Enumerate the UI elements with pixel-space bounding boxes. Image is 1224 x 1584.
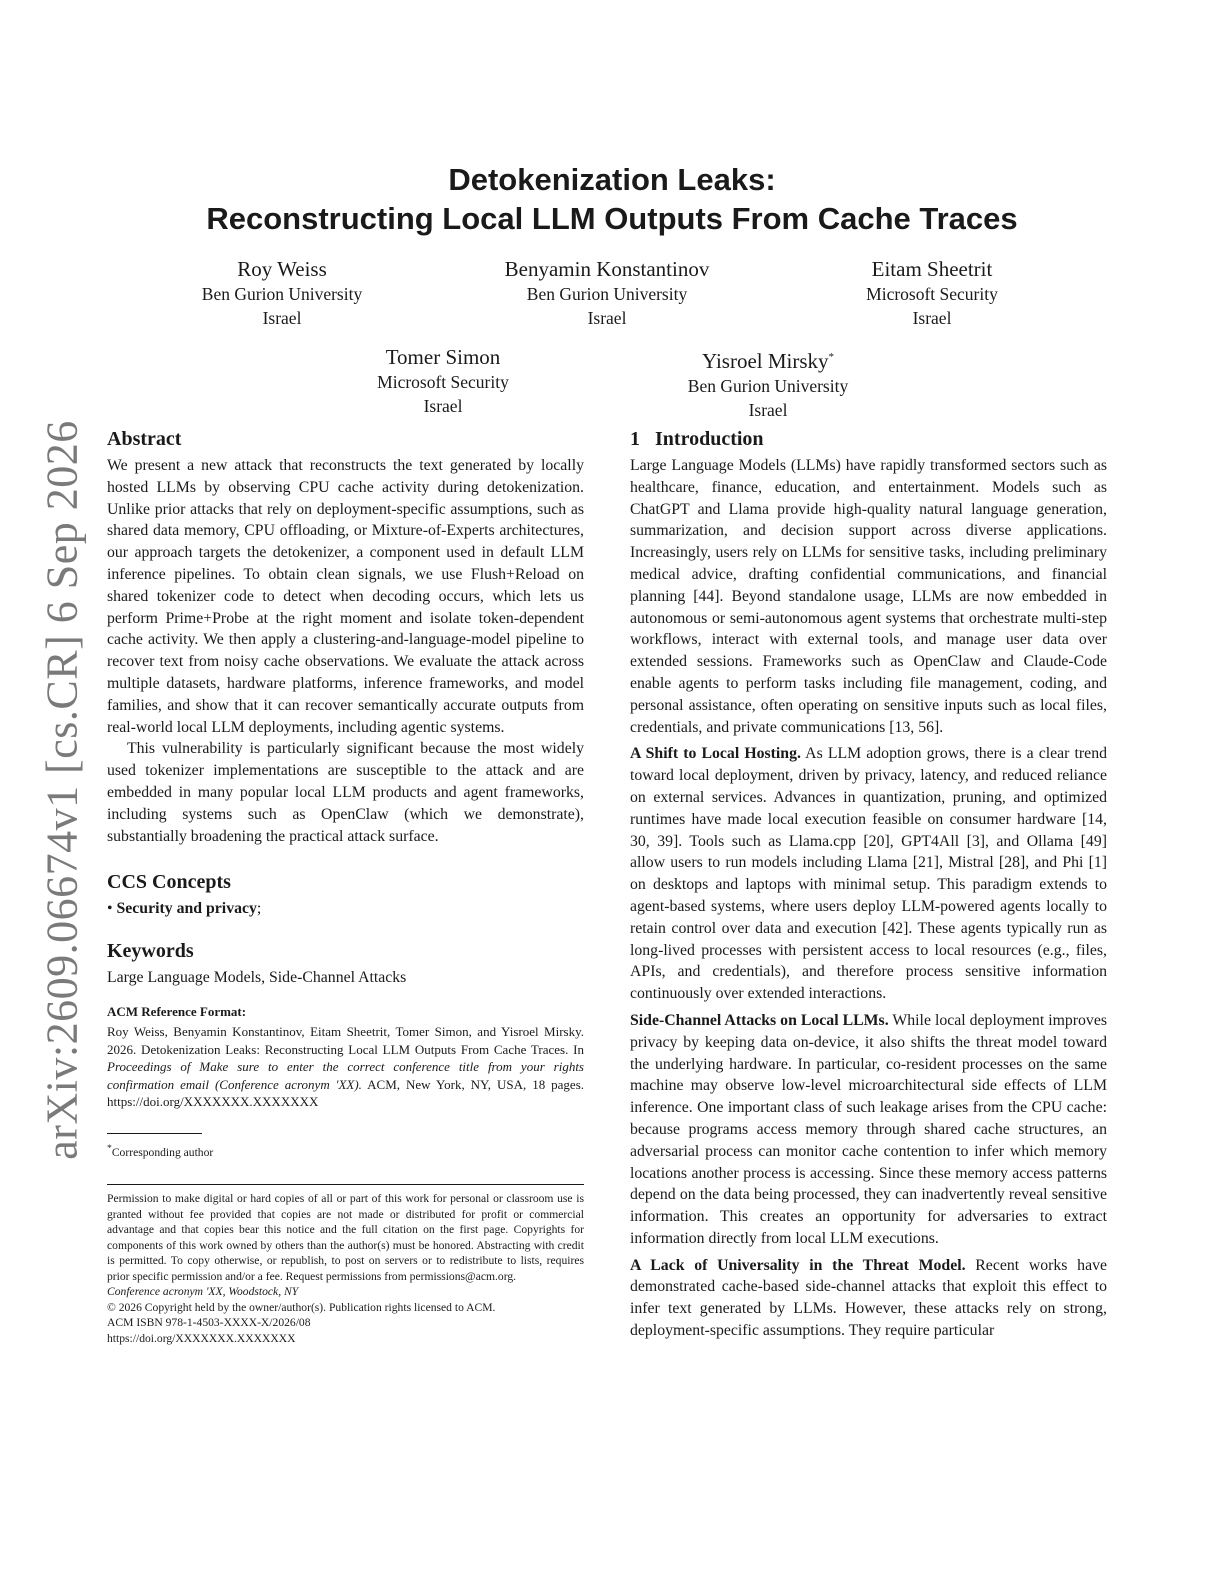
abstract-heading: Abstract — [107, 428, 182, 450]
author-name-text: Yisroel Mirsky — [701, 349, 829, 373]
author-country: Israel — [748, 400, 788, 420]
universality-heading: A Lack of Universality in the Threat Model. — [630, 1256, 966, 1274]
arxiv-identifier-text: arXiv:2609.06674v1 [cs.CR] 6 Sep 2026 — [37, 420, 87, 1160]
local-hosting-text: As LLM adoption grows, there is a clear trend toward local deployment, driven by privacy, latency, and reduced reliance on external services. Advances in quantization, pruning, and optimized runtimes have made local execution feasible on consumer hardware [14, 30, 39]. Tools such as Llama.cpp [20], GPT4All [3], and Ollama [49] allow users to run models including Llama [21], Mistral [28], and Phi [1] on desktops and laptops with minimal setup. This paradigm extends to agent-based systems, where users deploy LLM-powered agents locally to retain control over data and execution [42]. These agents typically run as long-lived processes with persistent access to local resources (e.g., files, APIs, and credentials), and therefore process sensitive information continuously over extended interactions. — [630, 745, 1107, 1003]
ccs-concepts-heading: CCS Concepts — [107, 871, 231, 894]
corresponding-author-mark: * — [828, 351, 835, 363]
corresponding-author-footnote — [107, 1141, 584, 1160]
keywords-heading: Keywords — [107, 940, 194, 963]
side-channel-text: While local deployment improves privacy by keeping data on-device, it also shifts the threat model toward the underlying hardware. In particular, co-resident processes on the same machine may observe low-level microarchitectural side effects of LLM inference. One important class of such leakage arises from the CPU cache: because programs access memory through shared cache structures, an adversarial process can monitor cache contention to infer which memory locations another process is accessing. Since these memory access patterns depend on the data being processed, they can inadvertently reveal sensitive information. This creates an opportunity for adversaries to extract information directly from local LLM executions. — [630, 1011, 1107, 1247]
isbn-line: ACM ISBN 978-1-4503-XXXX-X/2026/08 — [107, 1316, 311, 1330]
ccs-concepts-text — [107, 898, 584, 920]
permission-divider — [107, 1184, 584, 1185]
local-hosting-heading: A Shift to Local Hosting. — [630, 745, 801, 763]
acm-reference-heading: ACM Reference Format: — [107, 1003, 247, 1019]
author-affiliation: Microsoft Security — [866, 284, 998, 304]
introduction-heading: 1 Introduction — [630, 428, 764, 450]
doi-link[interactable]: https://doi.org/XXXXXXX.XXXXXXX — [107, 1331, 296, 1345]
permission-notice: Permission to make digital or hard copies of all or part of this work for personal or classroom use is granted without fee provided that copies are not made or distributed for profit or commercial advantage and that copies bear this notice and the full citation on the first page. Copyrights for components of this work owned by others than the author(s) must be honored. Abstracting with credit is permitted. To copy otherwise, or republish, to post on servers or to redistribute to lists, requires prior specific permission and/or a fee. Request permissions from permissions@acm.org. — [107, 1192, 584, 1283]
acm-reference-proceedings: Proceedings of Make sure to enter the correct conference title from your rights confirmation email (Conference acronym 'XX). — [107, 1059, 584, 1092]
author-block — [752, 256, 1112, 330]
conference-line: Conference acronym 'XX, Woodstock, NY — [107, 1285, 299, 1299]
author-country: Israel — [423, 396, 463, 416]
side-channel-paragraph — [630, 1010, 1107, 1250]
local-hosting-paragraph — [630, 743, 1107, 1005]
universality-paragraph — [630, 1255, 1107, 1342]
right-column — [630, 426, 1107, 1342]
abstract-paragraph-2: This vulnerability is particularly significant because the most widely used tokenizer implementations are susceptible to the attack and are embedded in many popular local LLM products and agent frameworks, including systems such as OpenClaw (which we demonstrate), substantially broadening the practical attack surface. — [107, 740, 584, 845]
ccs-suffix: ; — [256, 900, 262, 918]
footnote-mark: * — [107, 1142, 112, 1154]
author-affiliation: Ben Gurion University — [201, 284, 363, 304]
author-name: Tomer Simon — [385, 345, 501, 369]
author-affiliation: Ben Gurion University — [687, 376, 849, 396]
author-name: Benyamin Konstantinov — [504, 257, 710, 281]
introduction-paragraph-1: Large Language Models (LLMs) have rapidly transformed sectors such as healthcare, finance, education, and entertainment. Models such as ChatGPT and Llama provide high-quality natural language generation, summarization, and decision support across diverse applications. Increasingly, users rely on LLMs for sensitive tasks, including preliminary medical advice, drafting confidential communications, and financial planning [44]. Beyond standalone usage, LLMs are now embedded in autonomous or semi-autonomous agent systems that orchestrate multi-step workflows, interact with external tools, and manage user data over extended sessions. Frameworks such as OpenClaw and Claude-Code enable agents to perform tasks including file management, coding, and personal assistance, often operating on sensitive inputs such as local files, credentials, and private communications [13, 56]. — [630, 457, 1107, 736]
acm-reference-text — [107, 1023, 584, 1111]
author-block — [263, 344, 623, 418]
author-country: Israel — [262, 308, 302, 328]
footnote-divider — [107, 1133, 202, 1134]
footnote-text: Corresponding author — [111, 1145, 214, 1159]
ccs-bullet: • — [107, 900, 117, 918]
abstract-paragraph-1: We present a new attack that reconstructs the text generated by locally hosted LLMs by observing CPU cache activity during detokenization. Unlike prior attacks that rely on deployment-specific assumptions, such as shared data memory, CPU offloading, or Mixture-of-Experts architectures, our approach targets the detokenizer, a component used in default LLM inference pipelines. To obtain clean signals, we use Flush+Reload on shared tokenizer code to detect when decoding occurs, which lets us perform Prime+Probe at the right moment and isolate token-dependent cache activity. We then apply a clustering-and-language-model pipeline to recover text from noisy cache observations. We evaluate the attack across multiple datasets, hardware platforms, inference frameworks, and model families, and show that it can recover semantically accurate outputs from real-world local LLM deployments, including agentic systems. — [107, 457, 584, 736]
arxiv-identifier — [32, 420, 92, 1160]
side-channel-heading: Side-Channel Attacks on Local LLMs. — [630, 1011, 889, 1029]
left-column — [107, 426, 584, 1346]
paper-title-line-1: Detokenization Leaks: — [448, 162, 776, 197]
author-country: Israel — [912, 308, 952, 328]
author-country: Israel — [587, 308, 627, 328]
copyright-line: © 2026 Copyright held by the owner/author(s). Publication rights licensed to ACM. — [107, 1300, 496, 1314]
author-affiliation: Microsoft Security — [377, 372, 509, 392]
author-block — [427, 256, 787, 330]
universality-text: Recent works have demonstrated cache-based side-channel attacks that exploit this effect to infer text generated by LLMs. However, these attacks rely on strong, deployment-specific assumptions. They require particular — [630, 1256, 1107, 1340]
author-affiliation: Ben Gurion University — [526, 284, 688, 304]
paper-title-line-2: Reconstructing Local LLM Outputs From Cache Traces — [206, 201, 1018, 236]
author-block — [102, 256, 462, 330]
author-block — [588, 344, 948, 422]
keywords-text: Large Language Models, Side-Channel Attacks — [107, 969, 407, 987]
author-name: Eitam Sheetrit — [871, 257, 993, 281]
author-name: Roy Weiss — [237, 257, 327, 281]
ccs-concept-item: Security and privacy — [116, 900, 257, 918]
acm-reference-text-part-1: Roy Weiss, Benyamin Konstantinov, Eitam Sheetrit, Tomer Simon, and Yisroel Mirsky. 2026. Detokenization Leaks: Reconstructing Local LLM Outputs From Cache Traces. In — [107, 1024, 584, 1057]
author-name — [588, 344, 948, 374]
acm-reference-text-part-2: ACM, New York, NY, USA, 18 pages. https://doi.org/XXXXXXX.XXXXXXX — [107, 1076, 585, 1110]
